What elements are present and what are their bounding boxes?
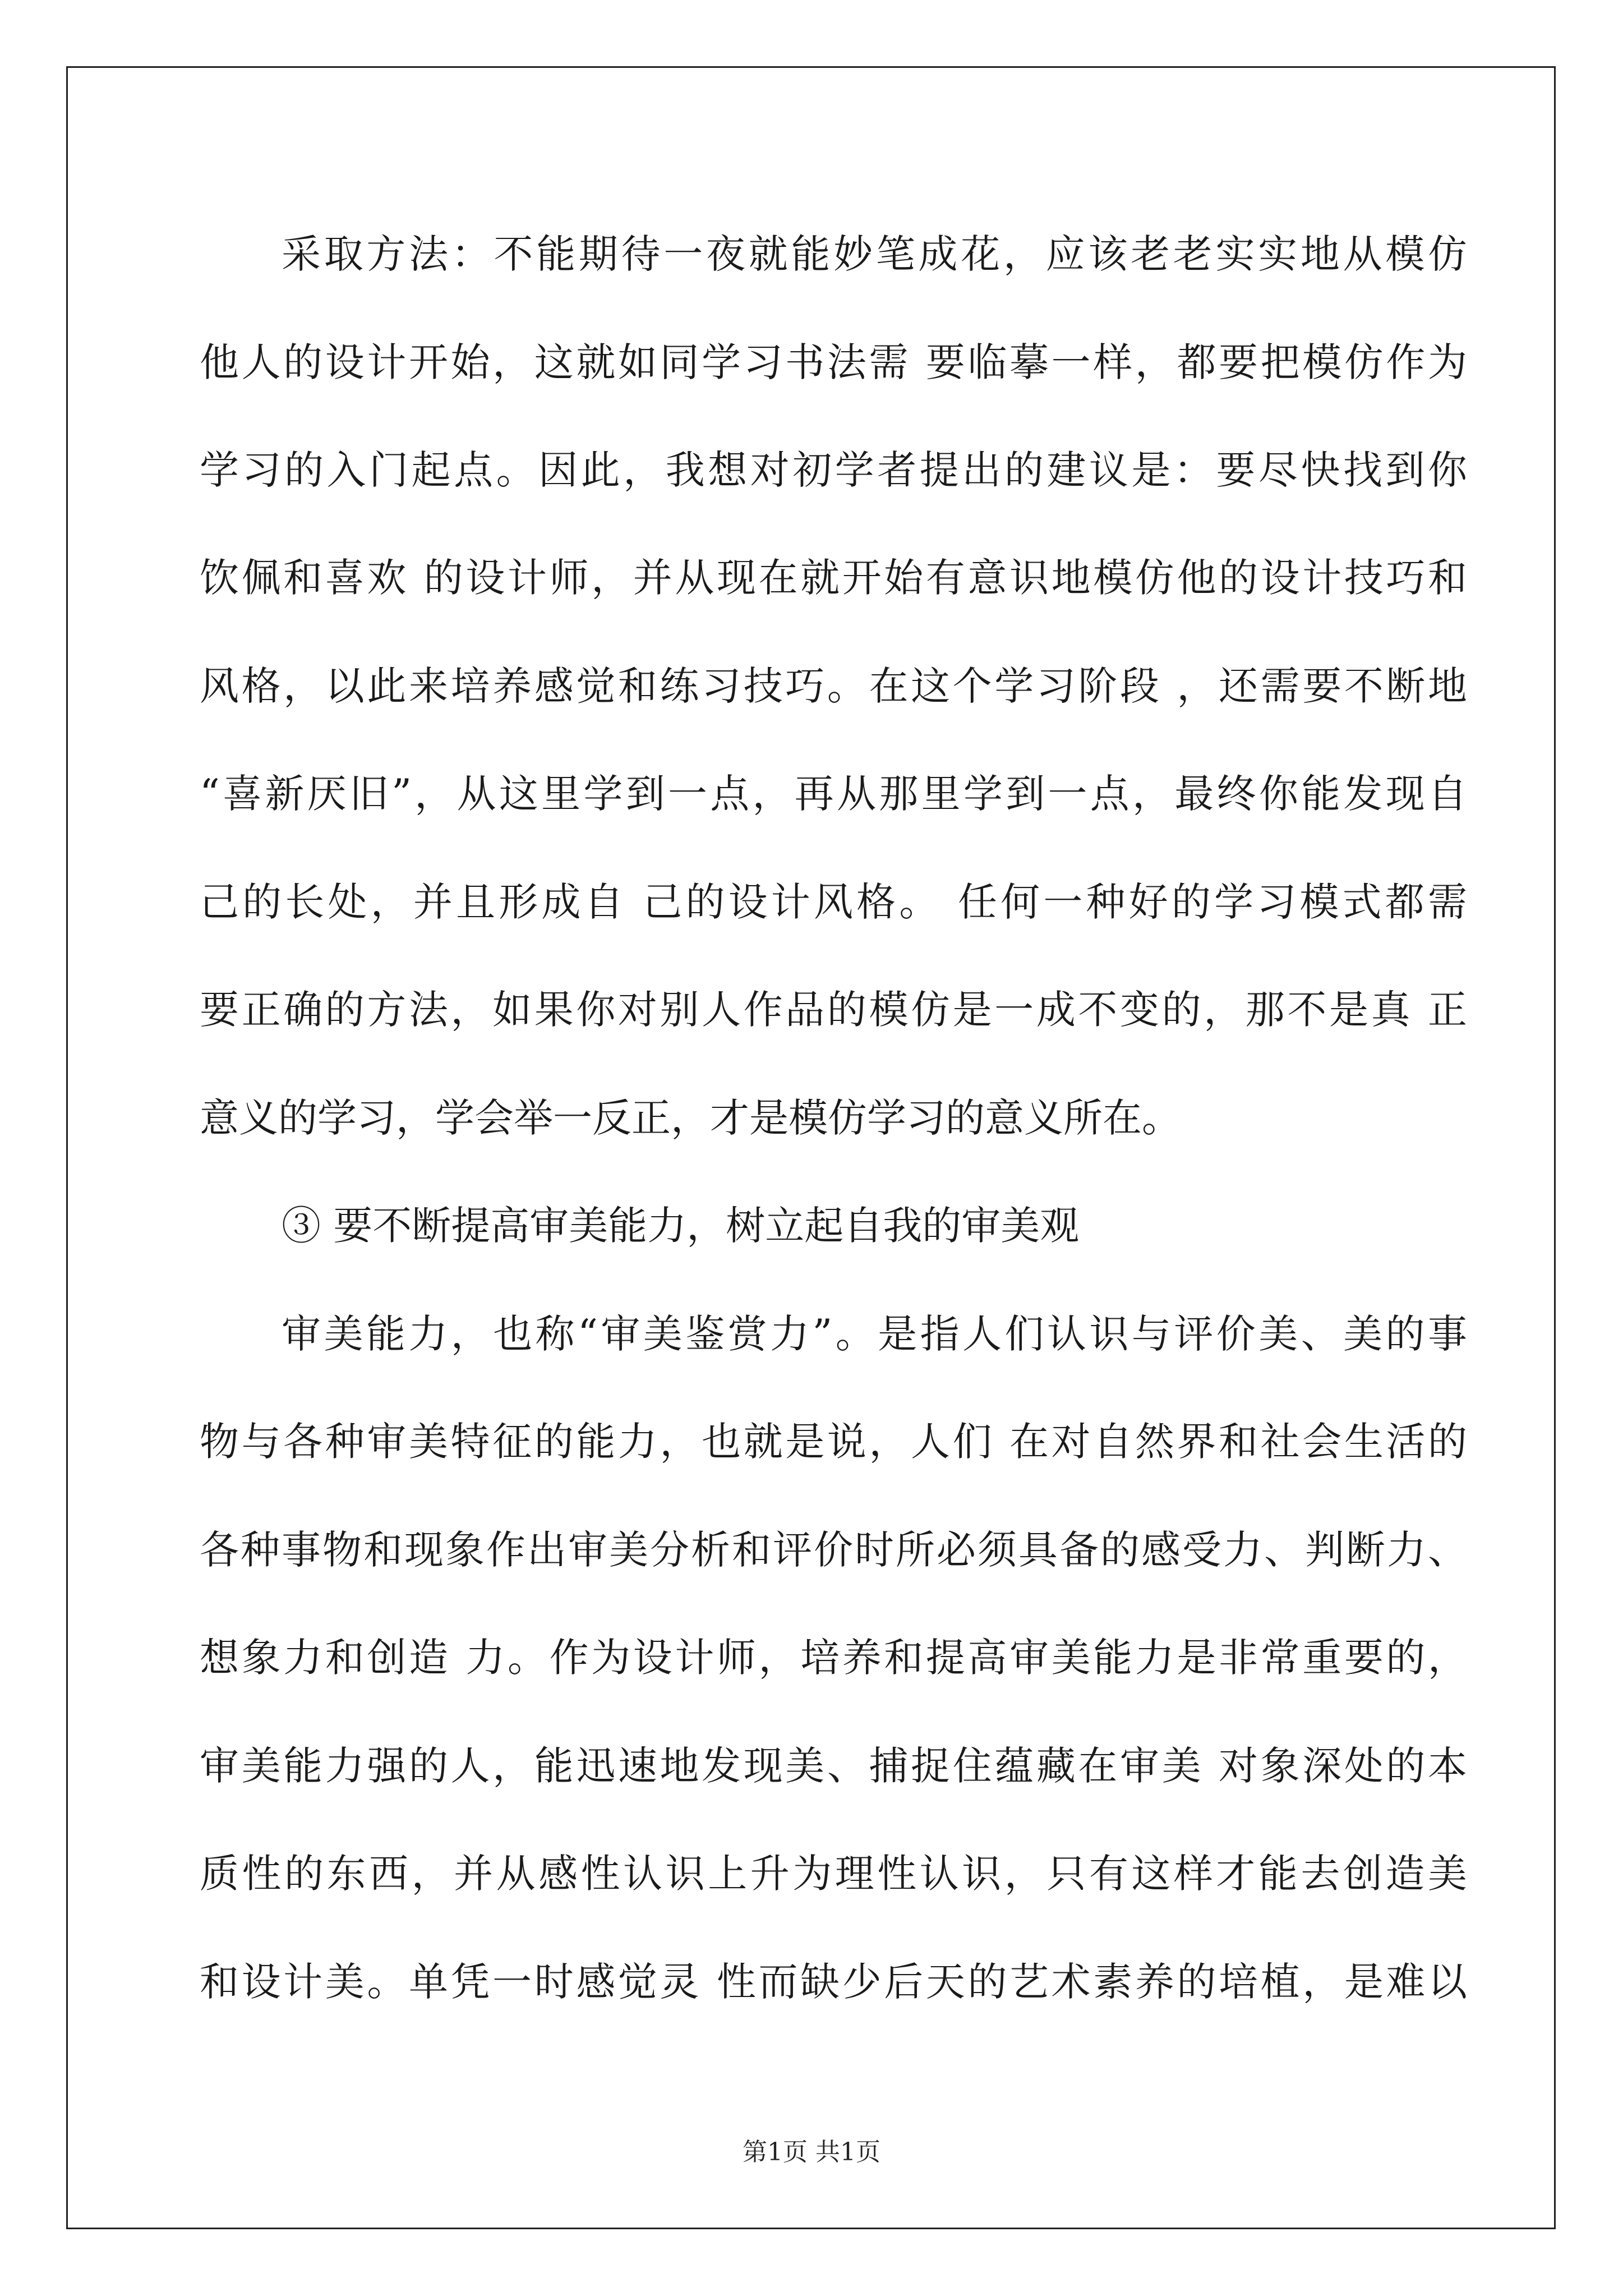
section-heading: ③ 要不断提高审美能力，树立起自我的审美观 [282, 1203, 1080, 1249]
paragraph-3-line-2: 物与各种审美特征的能力，也就是说，人们 在对自然界和社会生活的 [200, 1419, 1467, 1465]
paragraph-3-line-6: 质性的东西，并从感性认识上升为理性认识，只有这样才能去创造美 [200, 1851, 1467, 1897]
paragraph-1-line-5: 风格，以此来培养感觉和练习技巧。在这个学习阶段 ，还需要不断地 [200, 663, 1467, 709]
paragraph-3-line-1: 审美能力，也称“审美鉴赏力”。是指人们认识与评价美、美的事 [282, 1311, 1467, 1357]
paragraph-1-line-3: 学习的入门起点。因此，我想对初学者提出的建议是：要尽快找到你 [200, 447, 1467, 493]
paragraph-1-line-9: 意义的学习，学会举一反正，才是模仿学习的意义所在。 [200, 1095, 1181, 1141]
paragraph-1-line-6: “喜新厌旧”，从这里学到一点，再从那里学到一点，最终你能发现自 [200, 771, 1467, 817]
paragraph-1-line-8: 要正确的方法，如果你对别人作品的模仿是一成不变的，那不是真 正 [200, 987, 1467, 1033]
paragraph-3-line-3: 各种事物和现象作出审美分析和评价时所必须具备的感受力、判断力、 [200, 1527, 1467, 1573]
paragraph-3-line-5: 审美能力强的人，能迅速地发现美、捕捉住蕴藏在审美 对象深处的本 [200, 1743, 1467, 1789]
page-number-footer: 第1页 共1页 [743, 2138, 880, 2166]
paragraph-1-line-1: 采取方法：不能期待一夜就能妙笔成花，应该老老实实地从模仿 [282, 231, 1467, 277]
paragraph-3-line-7: 和设计美。单凭一时感觉灵 性而缺少后天的艺术素养的培植，是难以 [200, 1959, 1467, 2005]
paragraph-1-line-2: 他人的设计开始，这就如同学习书法需 要临摹一样，都要把模仿作为 [200, 339, 1467, 385]
paragraph-3-line-4: 想象力和创造 力。作为设计师，培养和提高审美能力是非常重要的， [200, 1635, 1467, 1681]
paragraph-1-line-4: 饮佩和喜欢 的设计师，并从现在就开始有意识地模仿他的设计技巧和 [200, 555, 1467, 601]
paragraph-1-line-7: 己的长处，并且形成自 己的设计风格。 任何一种好的学习模式都需 [200, 879, 1467, 925]
